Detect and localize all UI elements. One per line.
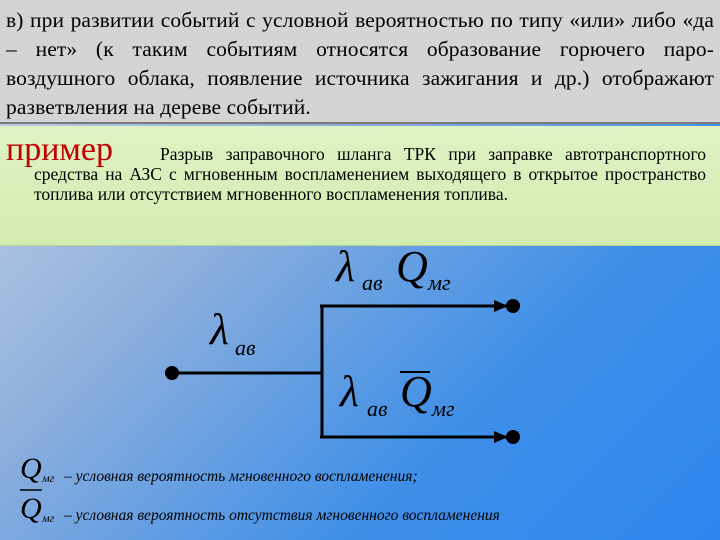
- upper-q-sub: мг: [428, 270, 451, 295]
- lower-lambda-sub: ав: [367, 396, 388, 421]
- legend-q2: Q: [20, 492, 42, 525]
- lower-q: Q: [400, 367, 432, 416]
- upper-lambda: λ: [336, 242, 356, 291]
- legend-item-ignition: – условная вероятность мгновенного воспламенения;: [64, 468, 418, 485]
- upper-q: Q: [396, 242, 428, 291]
- legend-q1-sub: мг: [42, 471, 55, 485]
- lower-node: [506, 430, 520, 444]
- legend-q2-sub: мг: [42, 511, 55, 525]
- legend-q1: Q: [20, 452, 42, 485]
- example-label: пример: [6, 131, 113, 168]
- lower-lambda: λ: [340, 367, 360, 416]
- svg-text:λ ав: [208, 305, 256, 360]
- legend-item-no-ignition: – условная вероятность отсутствия мгновенного воспламенения: [64, 507, 500, 524]
- lower-q-sub: мг: [432, 396, 455, 421]
- svg-text:λ ав Q мг: [338, 367, 455, 421]
- svg-text:Q мг: [20, 452, 55, 485]
- intro-text: в) при развитии событий с условной вероятностью по типу «или» либо «да – нет» (к таким событиям относятся образование горючего паро-воздушного облака, появление источника зажигания и др.) отображают разветвления на дереве событий.: [6, 8, 714, 119]
- upper-node: [506, 299, 520, 313]
- input-lambda-sub: ав: [235, 335, 256, 360]
- svg-text:λ ав Q мг: [334, 242, 451, 295]
- example-text: Разрыв заправочного шланга ТРК при заправке автотранспортного средства на АЗС с мгновенным воспламенением выходящего в открытое пространство топлива или отсутствием мгновенного воспламенения топлива.: [34, 144, 706, 204]
- input-node: [165, 366, 179, 380]
- upper-lambda-sub: ав: [362, 270, 383, 295]
- input-lambda: λ: [210, 305, 230, 354]
- svg-text:Q мг: [20, 492, 55, 525]
